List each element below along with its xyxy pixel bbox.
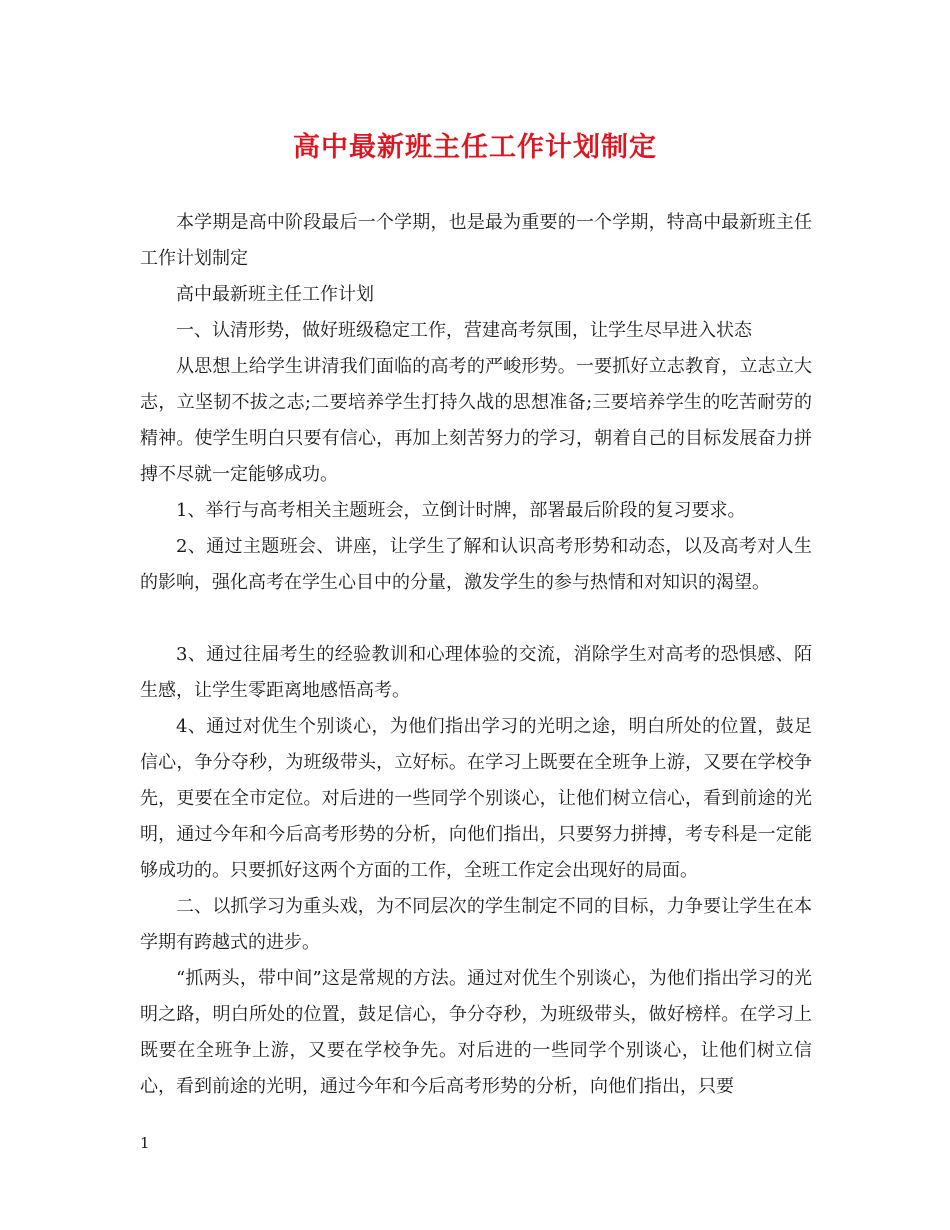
list-item-1: 1、举行与高考相关主题班会，立倒计时牌，部署最后阶段的复习要求。 — [176, 500, 746, 521]
document-title: 高中最新班主任工作计划制定 — [293, 132, 657, 163]
list-item-2: 2、通过主题班会、讲座，让学生了解和认识高考形势和动态，以及高考对人生的影响，强化高考在学生心目中的分量，激发学生的参与热情和对知识的渴望。 — [140, 536, 812, 593]
paragraph-section-1: 从思想上给学生讲清我们面临的高考的严峻形势。一要抓好立志教育，立志立大志，立坚韧不拔之志;二要培养学生打持久战的思想准备;三要培养学生的吃苦耐劳的精神。使学生明白只要有信心，再加上刻苦努力的学习，朝着自己的目标发展奋力拼搏不尽就一定能够成功。 — [140, 356, 812, 485]
section-heading-2: 二、以抓学习为重头戏，为不同层次的学生制定不同的目标，力争要让学生在本学期有跨越式的进步。 — [140, 896, 812, 953]
list-item-4: 4、通过对优生个别谈心，为他们指出学习的光明之途，明白所处的位置，鼓足信心，争分夺秒，为班级带头，立好标。在学习上既要在全班争上游，又要在学校争先，更要在全市定位。对后进的一些同学个别谈心，让他们树立信心，看到前途的光明，通过今年和今后高考形势的分析，向他们指出，只要努力拼搏，考专科是一定能够成功的。只要抓好这两个方面的工作，全班工作定会出现好的局面。 — [140, 716, 812, 881]
section-heading-1: 一、认清形势，做好班级稳定工作，营建高考氛围，让学生尽早进入状态 — [176, 320, 752, 341]
list-item-3: 3、通过往届考生的经验教训和心理体验的交流，消除学生对高考的恐惧感、陌生感，让学生零距离地感悟高考。 — [140, 644, 812, 701]
paragraph-intro: 本学期是高中阶段最后一个学期，也是最为重要的一个学期，特高中最新班主任工作计划制定 — [140, 212, 812, 269]
page-number: 1 — [140, 1134, 150, 1152]
document-body — [140, 205, 812, 1105]
paragraph-section-2: “抓两头，带中间”这是常规的方法。通过对优生个别谈心，为他们指出学习的光明之路，明白所处的位置，鼓足信心，争分夺秒，为班级带头，做好榜样。在学习上既要在全班争上游，又要在学校争先。对后进的一些同学个别谈心，让他们树立信心，看到前途的光明，通过今年和今后高考形势的分析，向他们指出，只要 — [140, 968, 812, 1097]
paragraph-subtitle: 高中最新班主任工作计划 — [176, 284, 374, 305]
